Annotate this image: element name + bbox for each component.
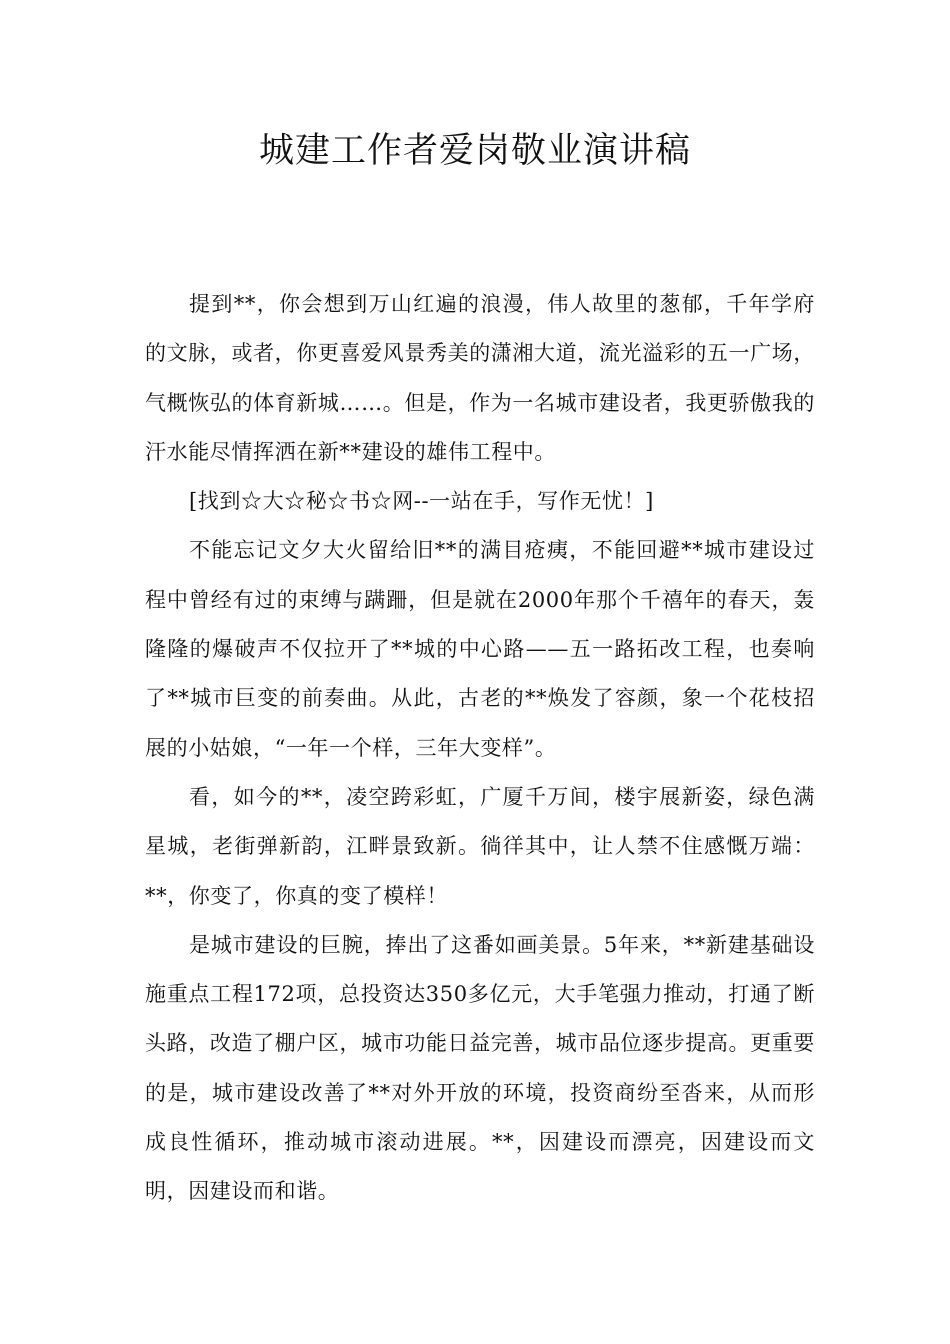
paragraph: 提到**，你会想到万山红遍的浪漫，伟人故里的葱郁，千年学府的文脉，或者，你更喜爱风景秀美的潇湘大道，流光溢彩的五一广场，气概恢弘的体育新城……。但是，作为一名城市建设者，我更骄傲我的汗水能尽情挥洒在新**建设的雄伟工程中。 xyxy=(145,292,815,464)
document-body xyxy=(145,280,815,1217)
document-title: 城建工作者爱岗敬业演讲稿 xyxy=(258,131,691,171)
paragraph: 不能忘记文夕大火留给旧**的满目疮痍，不能回避**城市建设过程中曾经有过的束缚与蹒跚，但是就在2000年那个千禧年的春天，轰隆隆的爆破声不仅拉开了**城的中心路——五一路拓改工程，也奏响了**城市巨变的前奏曲。从此，古老的**焕发了容颜，象一个花枝招展的小姑娘，“一年一个样，三年大变样”。 xyxy=(145,538,815,760)
paragraph: 看，如今的**，凌空跨彩虹，广厦千万间，楼宇展新姿，绿色满星城，老街弹新韵，江畔景致新。徜徉其中，让人禁不住感慨万端：**，你变了，你真的变了模样！ xyxy=(145,784,815,908)
paragraph: 是城市建设的巨腕，捧出了这番如画美景。5年来，**新建基础设施重点工程172项，总投资达350多亿元，大手笔强力推动，打通了断头路，改造了棚户区，城市功能日益完善，城市品位逐步提高。更重要的是，城市建设改善了**对外开放的环境，投资商纷至沓来，从而形成良性循环，推动城市滚动进展。**，因建设而漂亮，因建设而文明，因建设而和谐。 xyxy=(145,932,815,1204)
paragraph: [找到☆大☆秘☆书☆网--一站在手，写作无忧！] xyxy=(189,489,654,514)
